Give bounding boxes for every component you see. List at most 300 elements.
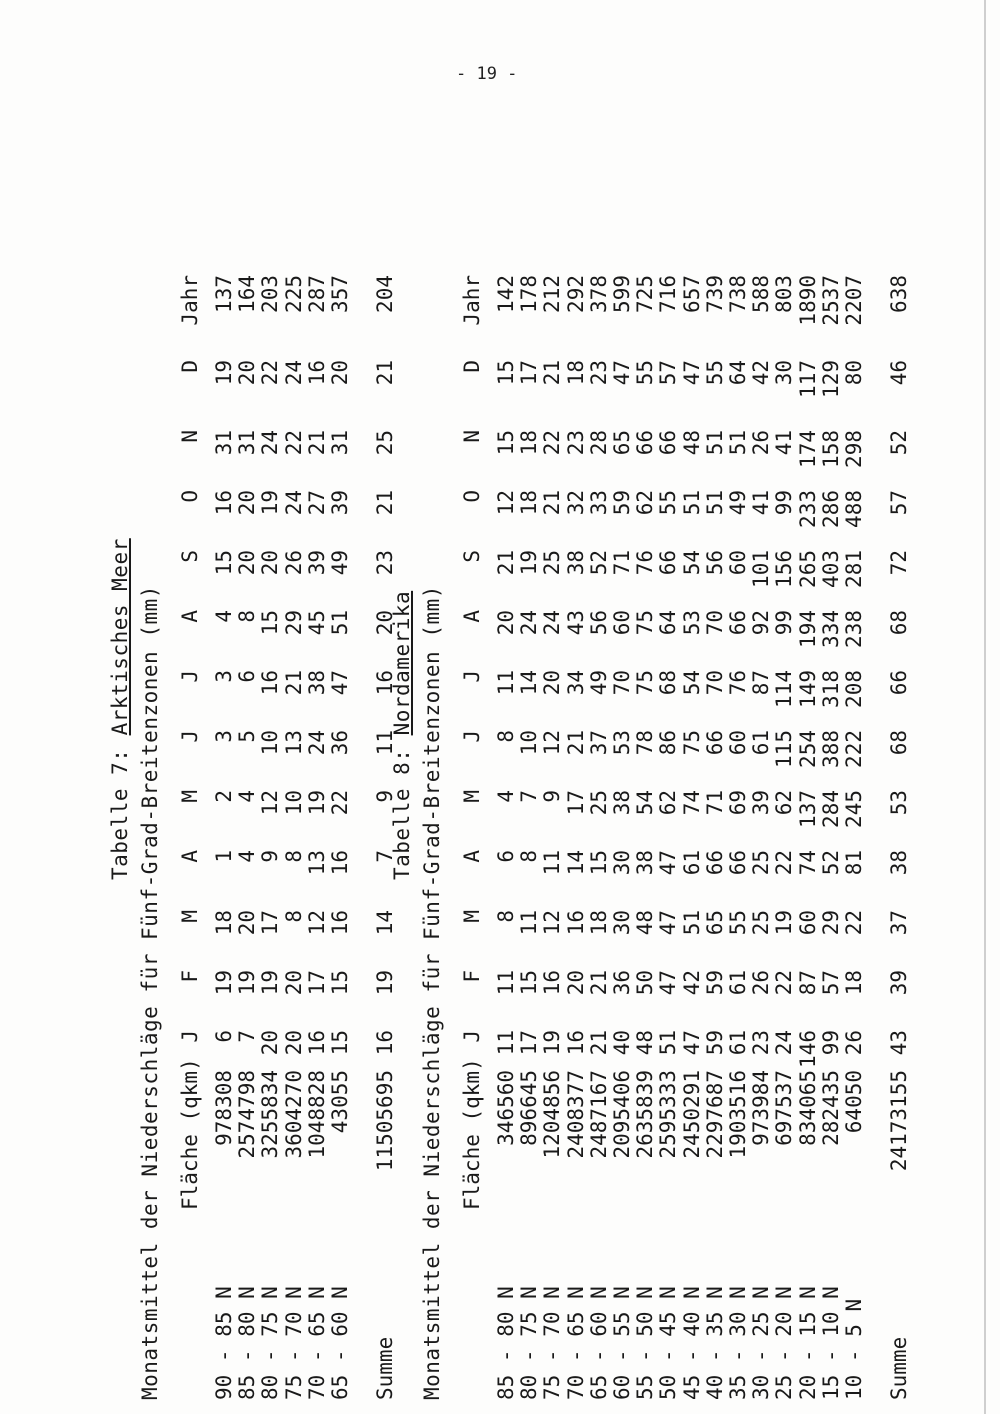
table-cell: 47 bbox=[656, 910, 681, 936]
table-cell: 30 bbox=[772, 360, 797, 386]
column-header: N bbox=[178, 430, 202, 443]
table-cell: 55 bbox=[656, 490, 681, 516]
table-cell: 12 bbox=[540, 730, 565, 756]
table-cell: 158 bbox=[818, 430, 843, 468]
table-cell: 16 bbox=[258, 670, 283, 696]
table-cell: 16 bbox=[373, 670, 398, 696]
zone-label: 10 - 5 N bbox=[842, 1298, 866, 1400]
table-cell: 101 bbox=[749, 550, 774, 588]
table-cell: 70 bbox=[610, 670, 634, 696]
table-cell: 36 bbox=[610, 970, 634, 996]
table-cell: 68 bbox=[656, 670, 681, 696]
table-cell: 66 bbox=[633, 430, 658, 456]
table-cell: 14 bbox=[563, 850, 588, 876]
table-cell: 22 bbox=[540, 430, 565, 456]
zone-label: 70 - 65 N bbox=[304, 1286, 329, 1400]
table-cell: 50 bbox=[633, 970, 658, 996]
zone-label: 65 - 60 N bbox=[328, 1286, 352, 1400]
table-cell: 20 bbox=[328, 360, 352, 386]
table-cell: 43055 bbox=[328, 1070, 352, 1134]
table-cell: 17 bbox=[304, 970, 329, 996]
table-cell: 47 bbox=[679, 1030, 704, 1056]
table-cell: 51 bbox=[702, 490, 727, 516]
table-cell: 2207 bbox=[842, 275, 866, 326]
table-cell: 21 bbox=[281, 670, 306, 696]
table-cell: 42 bbox=[679, 970, 704, 996]
table-cell: 4 bbox=[212, 610, 236, 623]
table-cell: 23 bbox=[563, 430, 588, 456]
table-cell: 62 bbox=[633, 490, 658, 516]
table7-region: Arktisches Meer bbox=[108, 538, 132, 736]
table-cell: 114 bbox=[772, 670, 797, 708]
table-row bbox=[540, 100, 565, 1400]
table-header-row bbox=[178, 100, 200, 1400]
table-cell: 265 bbox=[795, 550, 820, 588]
table-cell: 19 bbox=[517, 550, 542, 576]
table-cell: 12 bbox=[494, 490, 518, 516]
table-cell: 66 bbox=[702, 730, 727, 756]
table-cell: 16 bbox=[328, 850, 352, 876]
table-cell: 318 bbox=[818, 670, 843, 708]
table-cell: 16 bbox=[304, 360, 329, 386]
table-cell: 286 bbox=[818, 490, 843, 528]
table-cell: 292 bbox=[563, 275, 588, 313]
table-cell: 16 bbox=[304, 1030, 329, 1056]
table-cell: 11 bbox=[494, 1030, 518, 1056]
table-cell: 18 bbox=[212, 910, 236, 936]
table-cell: 222 bbox=[842, 730, 866, 768]
table-cell: 19 bbox=[258, 970, 283, 996]
table-cell: 31 bbox=[328, 430, 352, 456]
table-cell: 15 bbox=[328, 1030, 352, 1056]
table-cell: 25 bbox=[749, 910, 774, 936]
table-cell: 55 bbox=[702, 360, 727, 386]
table-cell: 57 bbox=[887, 490, 912, 516]
table-cell: 38 bbox=[633, 850, 658, 876]
table-cell: 30 bbox=[610, 850, 634, 876]
zone-label: 80 - 75 N bbox=[517, 1286, 542, 1400]
table-cell: 70 bbox=[702, 610, 727, 636]
table-cell: 20 bbox=[281, 1030, 306, 1056]
zone-label: 25 - 20 N bbox=[772, 1286, 797, 1400]
table-cell: 71 bbox=[610, 550, 634, 576]
table-cell: 61 bbox=[679, 850, 704, 876]
column-header: F bbox=[178, 970, 202, 983]
table-cell: 225 bbox=[281, 275, 306, 313]
zone-label: 20 - 15 N bbox=[795, 1286, 820, 1400]
table-cell: 803 bbox=[772, 275, 797, 313]
table-cell: 16 bbox=[212, 490, 236, 516]
table-cell: 11505695 bbox=[373, 1070, 398, 1172]
table-cell: 41 bbox=[749, 490, 774, 516]
zone-label: 90 - 85 N bbox=[212, 1286, 236, 1400]
table-cell: 18 bbox=[563, 360, 588, 386]
table-cell: 21 bbox=[373, 490, 398, 516]
table-cell: 254 bbox=[795, 730, 820, 768]
table-cell: 1903516 bbox=[726, 1070, 750, 1159]
table7-caption: Tabelle 7: Arktisches Meer bbox=[108, 538, 132, 880]
table-cell: 17 bbox=[517, 1030, 542, 1056]
table-cell: 48 bbox=[679, 430, 704, 456]
table-cell: 20 bbox=[494, 610, 518, 636]
table-cell: 19 bbox=[373, 970, 398, 996]
table-cell: 25 bbox=[749, 850, 774, 876]
zone-label: 65 - 60 N bbox=[586, 1286, 611, 1400]
table-cell: 19 bbox=[235, 970, 260, 996]
column-header: A bbox=[460, 850, 484, 863]
table-row bbox=[703, 100, 725, 1400]
table-cell: 978308 bbox=[212, 1070, 236, 1146]
table-cell: 149 bbox=[795, 670, 820, 708]
table-cell: 9 bbox=[258, 850, 283, 863]
table-cell: 61 bbox=[749, 730, 774, 756]
table-cell: 21 bbox=[540, 490, 565, 516]
table-cell: 24 bbox=[281, 490, 306, 516]
table-cell: 61 bbox=[726, 1030, 750, 1056]
table-cell: 26 bbox=[749, 430, 774, 456]
table7-title: Monatsmittel der Niederschläge für Fünf-Grad-Breitenzonen (mm) bbox=[138, 585, 162, 1400]
table-cell: 66 bbox=[656, 550, 681, 576]
table-cell: 64050 bbox=[842, 1070, 866, 1134]
table-row bbox=[680, 100, 702, 1400]
table-cell: 10 bbox=[517, 730, 542, 756]
table-row bbox=[282, 100, 304, 1400]
table-cell: 54 bbox=[679, 550, 704, 576]
table-cell: 11 bbox=[517, 910, 542, 936]
table-cell: 29 bbox=[818, 910, 843, 936]
table-cell: 24 bbox=[304, 730, 329, 756]
table-cell: 15 bbox=[517, 970, 542, 996]
table-cell: 33 bbox=[586, 490, 611, 516]
table-cell: 87 bbox=[749, 670, 774, 696]
column-header: D bbox=[460, 360, 484, 373]
table-cell: 11 bbox=[373, 730, 398, 756]
table-cell: 80 bbox=[842, 360, 866, 386]
table-cell: 39 bbox=[328, 490, 352, 516]
table-row bbox=[772, 100, 797, 1400]
table-cell: 25 bbox=[586, 790, 611, 816]
table-cell: 739 bbox=[702, 275, 727, 313]
table-cell: 1204856 bbox=[540, 1070, 565, 1159]
table-cell: 896645 bbox=[517, 1070, 542, 1146]
table-cell: 13 bbox=[304, 850, 329, 876]
table-cell: 12 bbox=[258, 790, 283, 816]
table-cell: 23 bbox=[373, 550, 398, 576]
column-header: A bbox=[460, 610, 484, 623]
rotated-sheet bbox=[60, 100, 940, 1400]
table-cell: 27 bbox=[304, 490, 329, 516]
table-cell: 4 bbox=[235, 790, 260, 803]
table-cell: 51 bbox=[679, 910, 704, 936]
zone-label: 15 - 10 N bbox=[818, 1286, 843, 1400]
table-cell: 7 bbox=[517, 790, 542, 803]
table-cell: 38 bbox=[563, 550, 588, 576]
table-cell: 60 bbox=[795, 910, 820, 936]
table-cell: 68 bbox=[887, 610, 912, 636]
table-cell: 26 bbox=[281, 550, 306, 576]
table-cell: 2635839 bbox=[633, 1070, 658, 1159]
column-header: J bbox=[178, 670, 202, 683]
table-cell: 57 bbox=[818, 970, 843, 996]
table-cell: 8 bbox=[281, 850, 306, 863]
table-cell: 31 bbox=[212, 430, 236, 456]
table-cell: 14 bbox=[373, 910, 398, 936]
table-row bbox=[212, 100, 234, 1400]
table-cell: 71 bbox=[702, 790, 727, 816]
zone-label: 50 - 45 N bbox=[656, 1286, 681, 1400]
table-cell: 8 bbox=[494, 730, 518, 743]
table-cell: 51 bbox=[702, 430, 727, 456]
table-cell: 32 bbox=[563, 490, 588, 516]
zone-label: 85 - 80 N bbox=[235, 1286, 260, 1400]
table-cell: 18 bbox=[517, 490, 542, 516]
table-row bbox=[610, 100, 632, 1400]
column-header: D bbox=[178, 360, 202, 373]
table-cell: 20 bbox=[281, 970, 306, 996]
table-cell: 973984 bbox=[749, 1070, 774, 1146]
table-cell: 60 bbox=[610, 610, 634, 636]
table8-region: Nordamerika bbox=[390, 590, 414, 736]
column-header: J bbox=[178, 730, 202, 743]
table-cell: 70 bbox=[702, 670, 727, 696]
table-cell: 21 bbox=[494, 550, 518, 576]
table-cell: 9 bbox=[373, 790, 398, 803]
zone-label: 35 - 30 N bbox=[726, 1286, 750, 1400]
table-cell: 62 bbox=[656, 790, 681, 816]
column-header: Fläche (qkm) bbox=[460, 1058, 484, 1210]
table-cell: 245 bbox=[842, 790, 866, 828]
table-cell: 657 bbox=[679, 275, 704, 313]
table-cell: 16 bbox=[563, 1030, 588, 1056]
column-header: Fläche (qkm) bbox=[178, 1058, 202, 1210]
table-cell: 1048828 bbox=[304, 1070, 329, 1159]
table-cell: 284 bbox=[818, 790, 843, 828]
table-cell: 20 bbox=[258, 1030, 283, 1056]
table-cell: 22 bbox=[842, 910, 866, 936]
table-cell: 15 bbox=[328, 970, 352, 996]
table-cell: 20 bbox=[235, 490, 260, 516]
table-row bbox=[819, 100, 841, 1400]
table-cell: 2408377 bbox=[563, 1070, 588, 1159]
table-cell: 599 bbox=[610, 275, 634, 313]
table-cell: 7 bbox=[235, 1030, 260, 1043]
table-cell: 61 bbox=[726, 970, 750, 996]
table-cell: 53 bbox=[679, 610, 704, 636]
table-cell: 52 bbox=[887, 430, 912, 456]
table-cell: 725 bbox=[633, 275, 658, 313]
table-cell: 156 bbox=[772, 550, 797, 588]
table-cell: 53 bbox=[610, 730, 634, 756]
table-row bbox=[494, 100, 516, 1400]
table-cell: 38 bbox=[304, 670, 329, 696]
table-cell: 178 bbox=[517, 275, 542, 313]
table-cell: 2487167 bbox=[586, 1070, 611, 1159]
table-cell: 49 bbox=[726, 490, 750, 516]
table-cell: 59 bbox=[702, 1030, 727, 1056]
column-header: M bbox=[178, 910, 202, 923]
table-cell: 142 bbox=[494, 275, 518, 313]
table-cell: 22 bbox=[328, 790, 352, 816]
column-header: A bbox=[178, 610, 202, 623]
table-cell: 26 bbox=[842, 1030, 866, 1056]
table-cell: 8 bbox=[494, 910, 518, 923]
table-cell: 20 bbox=[373, 610, 398, 636]
table-cell: 47 bbox=[610, 360, 634, 386]
table-cell: 51 bbox=[679, 490, 704, 516]
table-cell: 23 bbox=[586, 360, 611, 386]
table-cell: 17 bbox=[258, 910, 283, 936]
table-cell: 2297687 bbox=[702, 1070, 727, 1159]
table-cell: 287 bbox=[304, 275, 329, 313]
table-cell: 47 bbox=[328, 670, 352, 696]
table-cell: 334 bbox=[818, 610, 843, 648]
table-cell: 38 bbox=[887, 850, 912, 876]
zone-label: Summe bbox=[887, 1336, 912, 1400]
table-row bbox=[656, 100, 681, 1400]
table-cell: 3255834 bbox=[258, 1070, 283, 1159]
table-cell: 65 bbox=[702, 910, 727, 936]
table-cell: 53 bbox=[887, 790, 912, 816]
table-cell: 403 bbox=[818, 550, 843, 588]
table-cell: 56 bbox=[586, 610, 611, 636]
table-cell: 298 bbox=[842, 430, 866, 468]
table-cell: 60 bbox=[726, 730, 750, 756]
table-cell: 8 bbox=[235, 610, 260, 623]
table-cell: 55 bbox=[726, 910, 750, 936]
table-cell: 588 bbox=[749, 275, 774, 313]
table-row bbox=[328, 100, 350, 1400]
table-cell: 1890 bbox=[795, 275, 820, 326]
table-cell: 48 bbox=[633, 1030, 658, 1056]
table-cell: 638 bbox=[887, 275, 912, 313]
table-cell: 21 bbox=[304, 430, 329, 456]
column-header: J bbox=[178, 1030, 202, 1043]
scan-edge-line bbox=[984, 0, 986, 1414]
table-cell: 8 bbox=[281, 910, 306, 923]
table-cell: 164 bbox=[235, 275, 260, 313]
table-cell: 10 bbox=[281, 790, 306, 816]
table-cell: 129 bbox=[818, 360, 843, 398]
table-cell: 22 bbox=[281, 430, 306, 456]
table-cell: 41 bbox=[772, 430, 797, 456]
column-header: Jahr bbox=[460, 275, 484, 326]
table-cell: 30 bbox=[610, 910, 634, 936]
table-row bbox=[726, 100, 748, 1400]
zone-label: 70 - 65 N bbox=[563, 1286, 588, 1400]
table-sum-row bbox=[887, 100, 912, 1400]
table-header-row bbox=[460, 100, 482, 1400]
column-header: O bbox=[460, 490, 484, 503]
table-cell: 378 bbox=[586, 275, 611, 313]
table-row bbox=[796, 100, 818, 1400]
table-cell: 738 bbox=[726, 275, 750, 313]
table-cell: 55 bbox=[633, 360, 658, 386]
table-cell: 697537 bbox=[772, 1070, 797, 1146]
table-cell: 42 bbox=[749, 360, 774, 386]
table-cell: 3 bbox=[212, 670, 236, 683]
column-header: S bbox=[460, 550, 484, 563]
page-number: - 19 - bbox=[456, 64, 518, 84]
table-cell: 65 bbox=[610, 430, 634, 456]
table-cell: 19 bbox=[304, 790, 329, 816]
table-cell: 43 bbox=[887, 1030, 912, 1056]
table-row bbox=[587, 100, 609, 1400]
table-cell: 357 bbox=[328, 275, 352, 313]
zone-label: 55 - 50 N bbox=[633, 1286, 658, 1400]
table-cell: 76 bbox=[726, 670, 750, 696]
table-cell: 26 bbox=[749, 970, 774, 996]
zone-label: 75 - 70 N bbox=[540, 1286, 565, 1400]
table-cell: 4 bbox=[235, 850, 260, 863]
table-cell: 18 bbox=[586, 910, 611, 936]
table-cell: 14 bbox=[517, 670, 542, 696]
table-row bbox=[517, 100, 542, 1400]
table-cell: 388 bbox=[818, 730, 843, 768]
column-header: M bbox=[460, 790, 484, 803]
column-header: J bbox=[460, 1030, 484, 1043]
table-cell: 34 bbox=[563, 670, 588, 696]
table-cell: 2537 bbox=[818, 275, 843, 326]
table-cell: 22 bbox=[772, 850, 797, 876]
table-cell: 51 bbox=[656, 1030, 681, 1056]
table-cell: 56 bbox=[702, 550, 727, 576]
column-header: A bbox=[178, 850, 202, 863]
table-cell: 24 bbox=[540, 610, 565, 636]
table-cell: 3604270 bbox=[281, 1070, 306, 1159]
table-cell: 8 bbox=[517, 850, 542, 863]
table8-title: Monatsmittel der Niederschläge für Fünf-Grad-Breitenzonen (mm) bbox=[420, 585, 444, 1400]
table-cell: 5 bbox=[235, 730, 260, 743]
table-cell: 194 bbox=[795, 610, 820, 648]
table-cell: 15 bbox=[494, 360, 518, 386]
table-cell: 834065 bbox=[795, 1070, 820, 1146]
table-cell: 19 bbox=[772, 910, 797, 936]
zone-label: 60 - 55 N bbox=[610, 1286, 634, 1400]
table-cell: 2574798 bbox=[235, 1070, 260, 1159]
table-cell: 78 bbox=[633, 730, 658, 756]
table-cell: 346560 bbox=[494, 1070, 518, 1146]
table-cell: 281 bbox=[842, 550, 866, 588]
table-cell: 75 bbox=[633, 610, 658, 636]
table8-caption: Tabelle 8: Nordamerika bbox=[390, 590, 414, 880]
table-cell: 21 bbox=[586, 1030, 611, 1056]
table-cell: 20 bbox=[563, 970, 588, 996]
table-cell: 21 bbox=[586, 970, 611, 996]
table-cell: 11 bbox=[540, 850, 565, 876]
table-cell: 46 bbox=[887, 360, 912, 386]
table-row bbox=[235, 100, 260, 1400]
table-cell: 68 bbox=[887, 730, 912, 756]
table-cell: 24 bbox=[772, 1030, 797, 1056]
table-cell: 2 bbox=[212, 790, 236, 803]
table-row bbox=[633, 100, 658, 1400]
column-header: M bbox=[178, 790, 202, 803]
table-cell: 60 bbox=[726, 550, 750, 576]
table-cell: 7 bbox=[373, 850, 398, 863]
table-cell: 29 bbox=[281, 610, 306, 636]
zone-label: Summe bbox=[373, 1336, 398, 1400]
table-cell: 20 bbox=[235, 550, 260, 576]
table-cell: 59 bbox=[702, 970, 727, 996]
zone-label: 40 - 35 N bbox=[702, 1286, 727, 1400]
table-cell: 75 bbox=[633, 670, 658, 696]
column-header: S bbox=[178, 550, 202, 563]
table-cell: 54 bbox=[679, 670, 704, 696]
table-cell: 64 bbox=[656, 610, 681, 636]
table-cell: 47 bbox=[656, 850, 681, 876]
table-cell: 117 bbox=[795, 360, 820, 398]
table-cell: 36 bbox=[328, 730, 352, 756]
